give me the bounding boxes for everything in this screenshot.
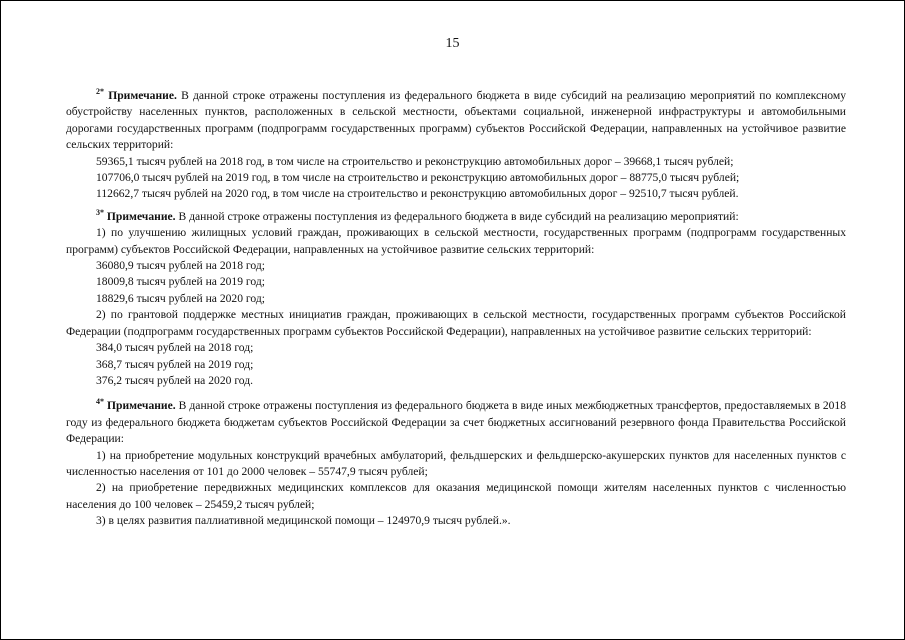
page-number: 15 — [445, 36, 460, 51]
note-3-sub-2-item: 384,0 тысяч рублей на 2018 год; — [96, 341, 254, 355]
note-4-sub-2: 2) на приобретение передвижных медицинских комплексов для оказания медицинской помощи жителям населенных пунктов с численностью населения до 100 человек – 25459,2 тысяч рублей; — [66, 481, 846, 511]
note-2-label: Примечание. — [108, 89, 177, 102]
note-2-paragraph — [66, 88, 846, 154]
document-body — [66, 88, 846, 530]
note-3-paragraph — [66, 209, 846, 225]
note-3-text: В данной строке отражены поступления из федерального бюджета в виде субсидий на реализацию мероприятий: — [178, 209, 739, 223]
note-2-marker: 2* — [96, 87, 104, 96]
note-2-item: 107706,0 тысяч рублей на 2019 год, в том числе на строительство и реконструкцию автомобильных дорог – 88775,0 тысяч рублей; — [96, 171, 740, 185]
note-4-label: Примечание. — [107, 399, 176, 413]
note-4-text: В данной строке отражены поступления из федерального бюджета в виде иных межбюджетных трансфертов, предоставляемых в 2018 году из федерального бюджета бюджетам субъектов Российской Федерации за счет бюджетных ассигнований резервного фонда Правительства Российской Федерации: — [66, 399, 847, 446]
note-3-sub-1: 1) по улучшению жилищных условий граждан, проживающих в сельской местности, государственных программ (подпрограмм государственных программ) субъектов Российской Федерации, направленных на устойчивое развитие сельских территорий: — [66, 226, 846, 256]
note-4-paragraph — [66, 398, 846, 447]
note-3-sub-1-item: 18009,8 тысяч рублей на 2019 год; — [96, 275, 265, 289]
note-2-item: 112662,7 тысяч рублей на 2020 год, в том числе на строительство и реконструкцию автомобильных дорог – 92510,7 тысяч рублей. — [96, 187, 739, 201]
note-3-marker: 3* — [96, 207, 104, 217]
note-3-sub-2-item: 376,2 тысяч рублей на 2020 год. — [96, 373, 254, 387]
note-4-sub-3: 3) в целях развития паллиативной медицинской помощи – 124970,9 тысяч рублей.». — [96, 514, 511, 528]
note-3-sub-1-item: 36080,9 тысяч рублей на 2018 год; — [96, 259, 265, 273]
note-3-sub-2-item: 368,7 тысяч рублей на 2019 год; — [96, 357, 254, 371]
note-3-sub-2: 2) по грантовой поддержке местных инициатив граждан, проживающих в сельской местности, государственных программ субъектов Российской Федерации (подпрограмм государственных программ субъектов Российской Федерации), направленных на устойчивое развитие сельских территорий: — [66, 308, 846, 338]
note-4-marker: 4* — [96, 397, 104, 407]
note-2-item: 59365,1 тысяч рублей на 2018 год, в том числе на строительство и реконструкцию автомобильных дорог – 39668,1 тысяч рублей; — [96, 154, 734, 168]
note-3-label: Примечание. — [106, 209, 176, 223]
note-2-text: В данной строке отражены поступления из федерального бюджета в виде субсидий на реализацию мероприятий по комплексному обустройству населенных пунктов, расположенных в сельской местности, объектами социальной, инженерной инфраструктуры и автомобильными дорогами государственных программ (подпрограмм государственных программ) субъектов Российской Федерации, направленных на устойчивое развитие сельских территорий: — [66, 89, 847, 152]
note-4-sub-1: 1) на приобретение модульных конструкций врачебных амбулаторий, фельдшерских и фельдшерско-акушерских пунктов для населенных пунктов с численностью населения от 101 до 2000 человек – 55747,9 тысяч рублей; — [66, 448, 846, 478]
note-3-sub-1-item: 18829,6 тысяч рублей на 2020 год; — [96, 291, 265, 305]
